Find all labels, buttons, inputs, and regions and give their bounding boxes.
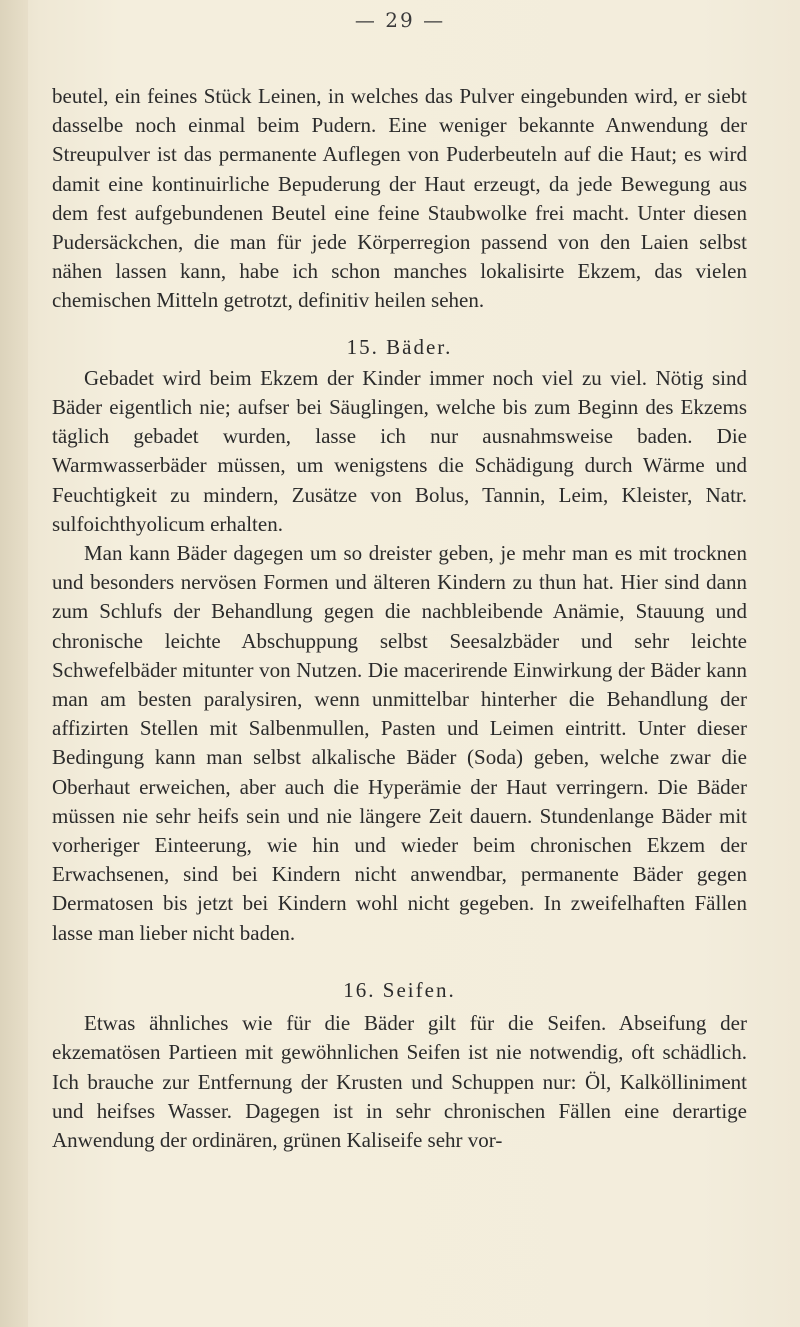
paragraph-seifen: Etwas ähnliches wie für die Bäder gilt für die Seifen. Abseifung der ekzematösen Partieen mit gewöhnlichen Seifen ist nie notwendig, oft schädlich. Ich brauche zur Entfernung der Krusten und Schuppen nur: Öl, Kalkölliniment und heifses Wasser. Dagegen ist in sehr chronischen Fällen eine derartige Anwendung der ordinären, grünen Kaliseife sehr vor- xyxy=(52,1011,747,1152)
paragraph-baeder-intro: Gebadet wird beim Ekzem der Kinder immer noch viel zu viel. Nötig sind Bäder eigentlich nie; aufser bei Säuglingen, welche bis zum Beginn des Ekzems täglich gebadet wurden, lasse ich nur ausnahmsweise baden. Die Warmwasserbäder müssen, um wenigstens die Schädigung durch Wärme und Feuchtigkeit zu mindern, Zusätze von Bolus, Tannin, Leim, Kleister, Natr. sulfoichthyolicum erhalten. xyxy=(52,365,747,536)
section-heading-seifen: 16. Seifen. xyxy=(343,977,456,1002)
paragraph-puderbeutel: beutel, ein feines Stück Leinen, in welches das Pulver eingebunden wird, er siebt dasselbe noch einmal beim Pudern. Eine weniger bekannte Anwendung der Streupulver ist das permanente Auflegen von Puderbeuteln auf die Haut; es wird damit eine kontinuirliche Bepuderung der Haut erzeugt, da jede Bewegung aus dem fest aufgebundenen Beutel eine feine Staubwolke frei macht. Unter diesen Pudersäckchen, die man für jede Körperregion passend von den Laien selbst nähen lassen kann, habe ich schon manches lokalisirte Ekzem, das vielen chemischen Mitteln getrotzt, definitiv heilen sehen. xyxy=(52,84,747,313)
paragraph-baeder-details: Man kann Bäder dagegen um so dreister geben, je mehr man es mit trocknen und besonders nervösen Formen und älteren Kindern zu thun hat. Hier sind dann zum Schlufs der Behandlung gegen die nachbleibende Anämie, Stauung und chronische leichte Abschuppung selbst Seesalzbäder und sehr leichte Schwefelbäder mitunter von Nutzen. Die macerirende Einwirkung der Bäder kann man am besten paralysiren, wenn unmittelbar hinterher die Behandlung der affizirten Stellen mit Salbenmullen, Pasten und Leimen eintritt. Unter dieser Bedingung kann man selbst alkalische Bäder (Soda) geben, welche zwar die Oberhaut erweichen, aber auch die Hyperämie der Haut verringern. Die Bäder müssen nie sehr heifs sein und nie längere Zeit dauern. Stundenlange Bäder mit vorheriger Einteerung, wie hin und wieder beim chronischen Ekzem der Erwachsenen, sind bei Kindern nicht anwendbar, permanente Bäder gegen Dermatosen bis jetzt bei Kindern wohl nicht gegeben. In zweifelhaften Fällen lasse man lieber nicht baden. xyxy=(52,541,747,945)
page-number: — 29 — xyxy=(354,8,446,32)
page-body xyxy=(52,82,747,1155)
page-gutter-shadow xyxy=(0,0,28,1327)
section-heading-baeder: 15. Bäder. xyxy=(346,334,453,359)
